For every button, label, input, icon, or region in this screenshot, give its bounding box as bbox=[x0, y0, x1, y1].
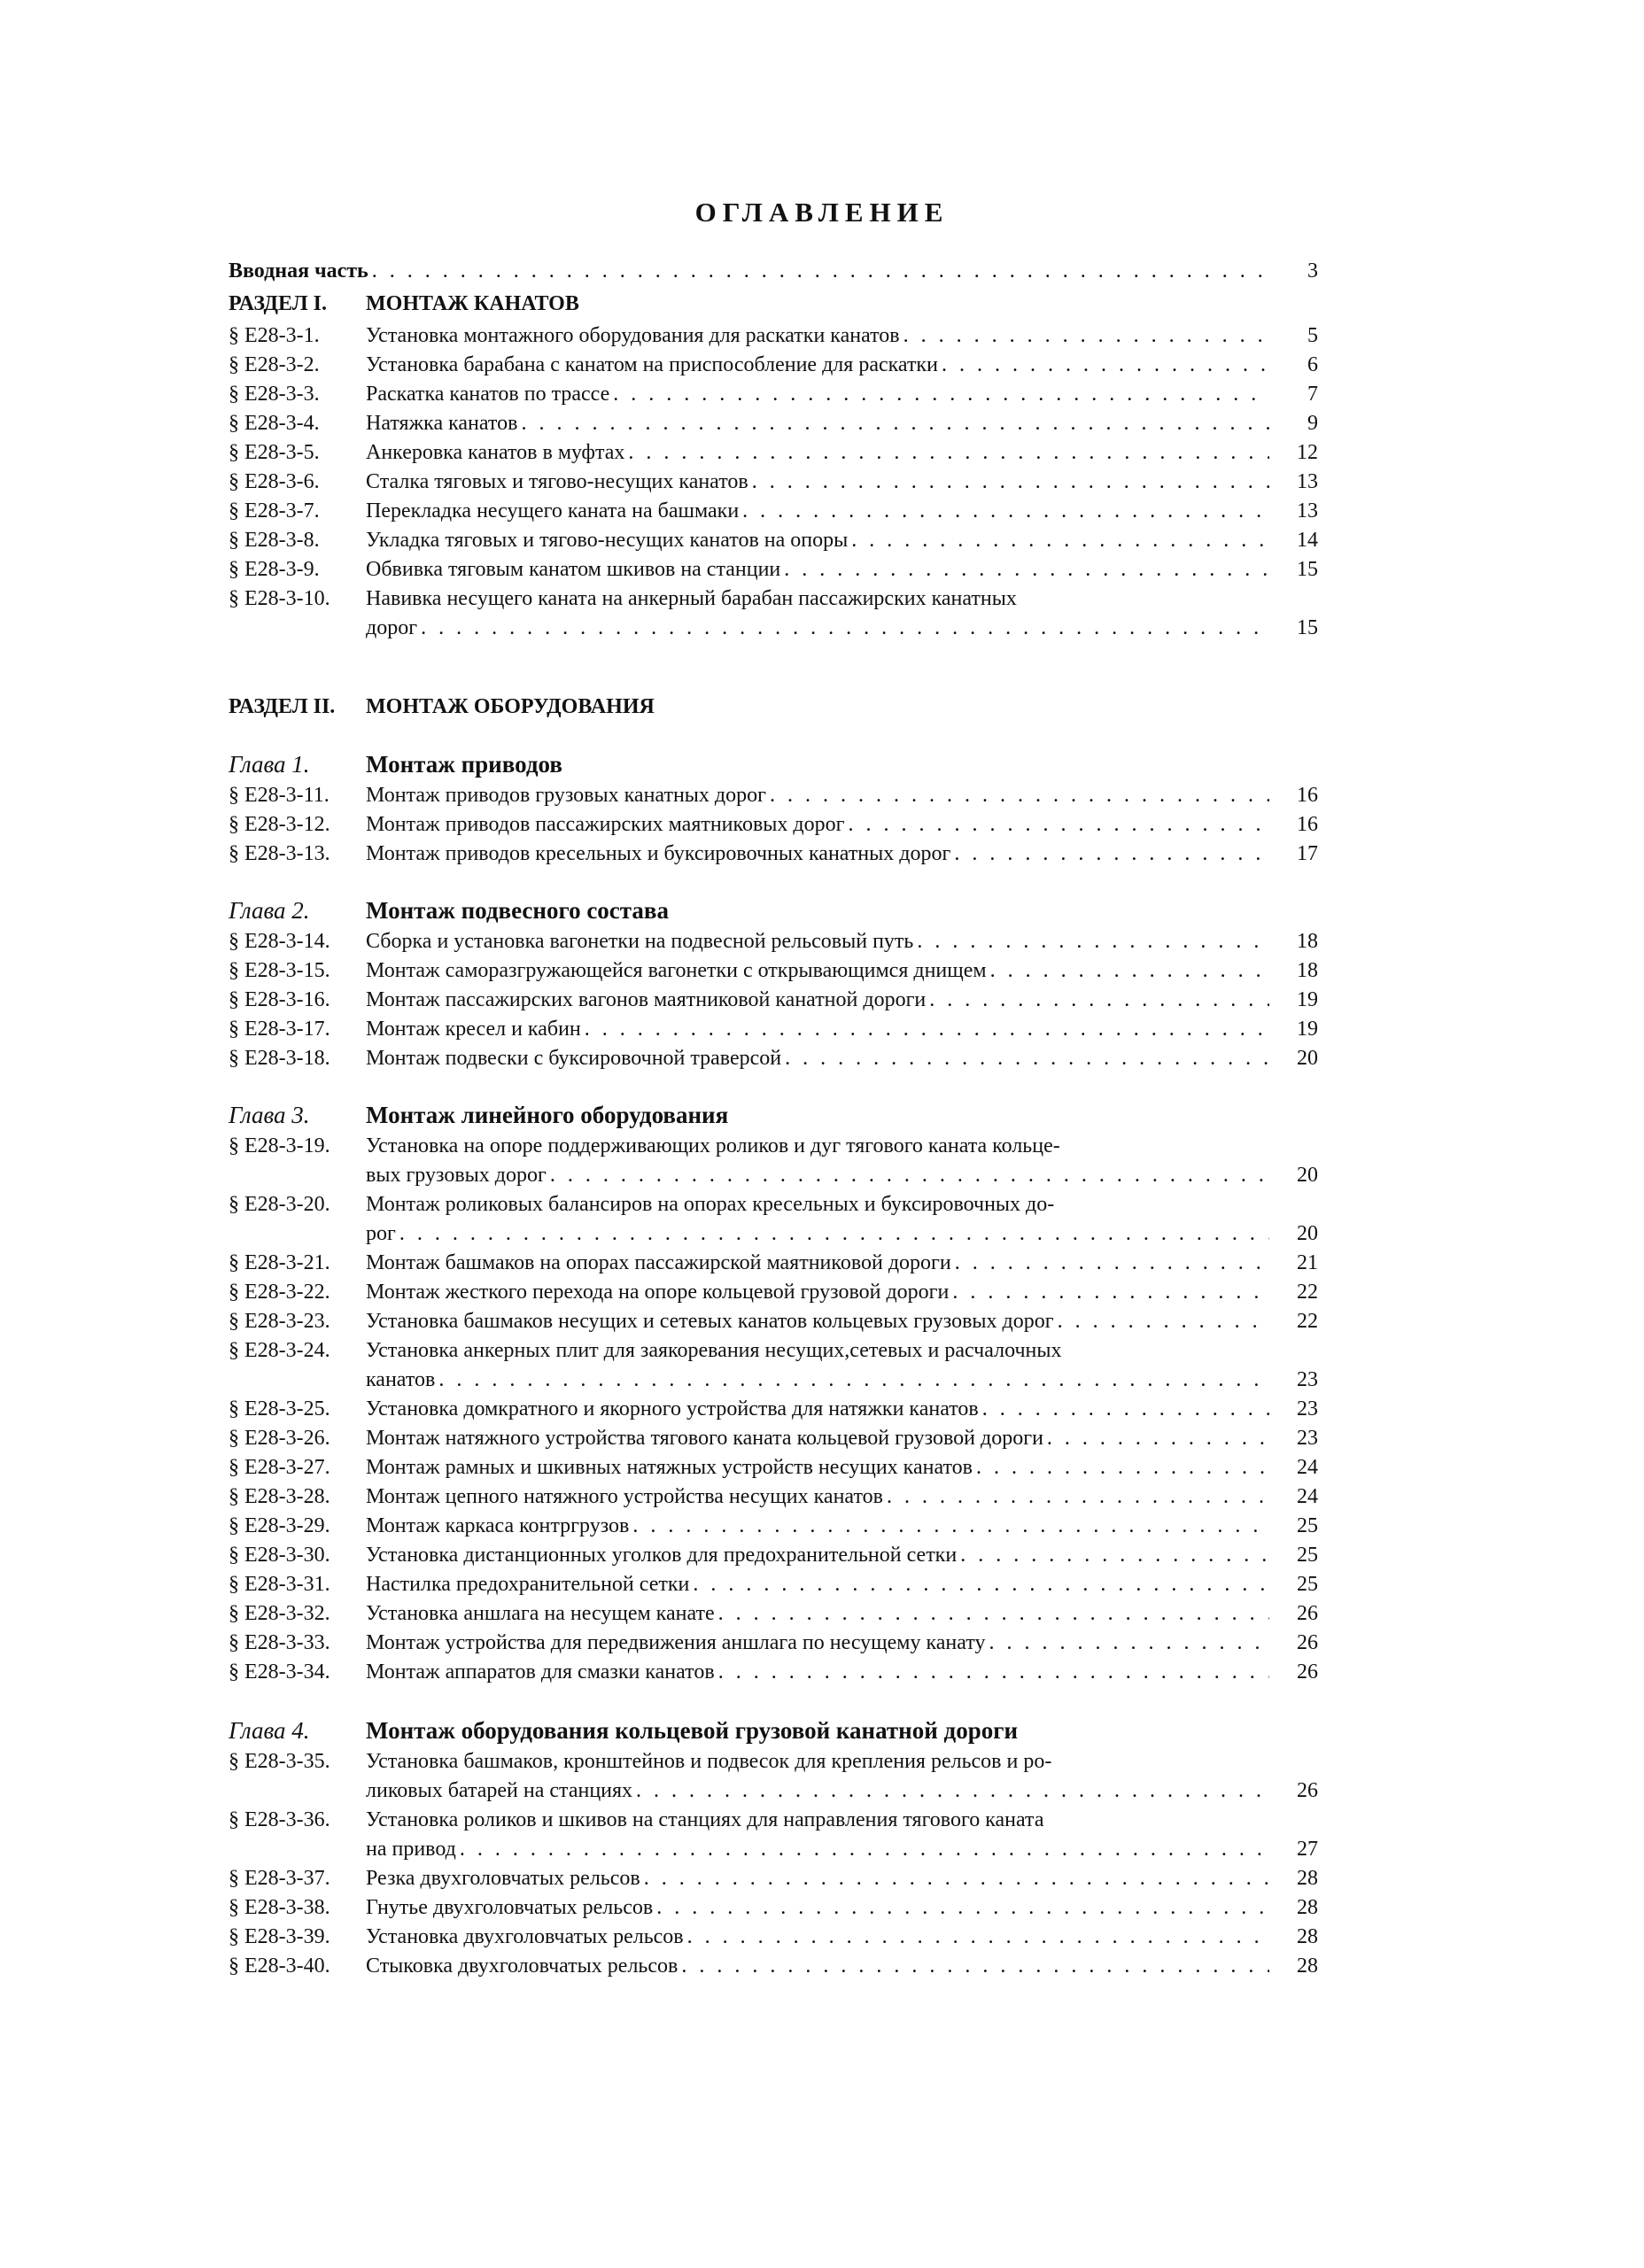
section-heading-2 bbox=[229, 689, 1318, 724]
chapter-block bbox=[229, 894, 1318, 1073]
entry-page: 25 bbox=[1297, 1514, 1318, 1537]
entry-page: 15 bbox=[1297, 616, 1318, 639]
entry-page: 16 bbox=[1297, 784, 1318, 807]
entry-text: вых грузовых дорог bbox=[366, 1164, 547, 1187]
dot-leader bbox=[952, 1278, 1269, 1307]
entry-number: § Е28-3-28. bbox=[229, 1485, 330, 1508]
entry-number: § Е28-3-3. bbox=[229, 383, 320, 406]
entry-text: Установка монтажного оборудования для раскатки канатов bbox=[366, 324, 900, 347]
dot-leader bbox=[785, 1044, 1269, 1073]
chapter-block bbox=[229, 1098, 1318, 1687]
entry-number: § Е28-3-7. bbox=[229, 499, 320, 522]
entry-page: 28 bbox=[1297, 1867, 1318, 1890]
section-title: МОНТАЖ КАНАТОВ bbox=[366, 292, 579, 315]
entry-text: Установка домкратного и якорного устройства для натяжки канатов bbox=[366, 1397, 979, 1420]
toc-entry-continuation bbox=[229, 1219, 1318, 1249]
toc-entry bbox=[229, 526, 1318, 555]
entry-page: 21 bbox=[1297, 1251, 1318, 1274]
entry-page: 20 bbox=[1297, 1047, 1318, 1070]
dot-leader bbox=[784, 555, 1269, 584]
entry-number: § Е28-3-38. bbox=[229, 1896, 330, 1919]
entry-page: 26 bbox=[1297, 1631, 1318, 1654]
entry-number: § Е28-3-37. bbox=[229, 1867, 330, 1890]
dot-leader bbox=[421, 614, 1269, 643]
toc-entry-continuation bbox=[229, 614, 1318, 643]
entry-text: Анкеровка канатов в муфтах bbox=[366, 441, 625, 464]
section-label: РАЗДЕЛ II. bbox=[229, 695, 336, 718]
toc-entry bbox=[229, 1747, 1318, 1776]
toc-entry bbox=[229, 927, 1318, 956]
entry-text: Резка двухголовчатых рельсов bbox=[366, 1867, 640, 1890]
entry-page: 18 bbox=[1297, 930, 1318, 953]
chapter-heading bbox=[229, 747, 1318, 781]
dot-leader bbox=[613, 380, 1269, 409]
entry-page: 22 bbox=[1297, 1281, 1318, 1304]
entry-text: Монтаж башмаков на опорах пассажирской маятниковой дороги bbox=[366, 1251, 951, 1274]
dot-leader bbox=[989, 1629, 1269, 1658]
toc-entry bbox=[229, 1864, 1318, 1893]
dot-leader bbox=[644, 1864, 1269, 1893]
entry-page: 28 bbox=[1297, 1955, 1318, 1978]
entry-page: 5 bbox=[1307, 324, 1318, 347]
dot-leader bbox=[460, 1835, 1269, 1864]
entry-page: 12 bbox=[1297, 441, 1318, 464]
entry-page: 3 bbox=[1307, 259, 1318, 283]
toc-entry bbox=[229, 1482, 1318, 1512]
toc-entry bbox=[229, 468, 1318, 497]
chapter-heading bbox=[229, 1098, 1318, 1132]
entry-text: Монтаж натяжного устройства тягового каната кольцевой грузовой дороги bbox=[366, 1427, 1043, 1450]
dot-leader bbox=[903, 321, 1269, 351]
dot-leader bbox=[955, 1249, 1269, 1278]
dot-leader bbox=[976, 1453, 1269, 1482]
chapter-entries bbox=[229, 781, 1318, 869]
toc-entry bbox=[229, 409, 1318, 438]
dot-leader bbox=[693, 1570, 1269, 1599]
chapter-label: Глава 4. bbox=[229, 1717, 310, 1744]
entry-text: Монтаж саморазгружающейся вагонетки с открывающимся днищем bbox=[366, 959, 987, 982]
dot-leader bbox=[887, 1482, 1269, 1512]
dot-leader bbox=[960, 1541, 1269, 1570]
dot-leader bbox=[681, 1952, 1269, 1981]
dot-leader bbox=[399, 1219, 1269, 1249]
toc-entry bbox=[229, 1307, 1318, 1336]
entry-text: Установка барабана с канатом на приспособление для раскатки bbox=[366, 353, 938, 376]
toc-entry bbox=[229, 1249, 1318, 1278]
entry-text: Монтаж цепного натяжного устройства несущих канатов bbox=[366, 1485, 883, 1508]
toc-entry bbox=[229, 1512, 1318, 1541]
toc-entry bbox=[229, 1336, 1318, 1366]
entry-text: на привод bbox=[366, 1838, 456, 1861]
dot-leader bbox=[718, 1599, 1269, 1629]
entry-text: Установка анкерных плит для заякоревания несущих,сетевых и расчалочных bbox=[366, 1339, 1062, 1362]
dot-leader bbox=[636, 1776, 1269, 1806]
chapter-label: Глава 3. bbox=[229, 1102, 310, 1128]
entry-page: 28 bbox=[1297, 1896, 1318, 1919]
toc-entry bbox=[229, 1190, 1318, 1219]
entry-number: § Е28-3-4. bbox=[229, 412, 320, 435]
entry-text: Установка башмаков несущих и сетевых канатов кольцевых грузовых дорог bbox=[366, 1310, 1054, 1333]
entry-number: § Е28-3-25. bbox=[229, 1397, 330, 1420]
dot-leader bbox=[1058, 1307, 1269, 1336]
toc-entry bbox=[229, 986, 1318, 1015]
entry-number: § Е28-3-1. bbox=[229, 324, 320, 347]
entry-text: Монтаж устройства для передвижения аншлага по несущему канату bbox=[366, 1631, 986, 1654]
section-title: МОНТАЖ ОБОРУДОВАНИЯ bbox=[366, 695, 655, 718]
toc-entry-continuation bbox=[229, 1776, 1318, 1806]
entry-page: 6 bbox=[1307, 353, 1318, 376]
entry-number: § Е28-3-14. bbox=[229, 930, 330, 953]
dot-leader bbox=[656, 1893, 1269, 1923]
dot-leader bbox=[585, 1015, 1269, 1044]
entry-text: Установка роликов и шкивов на станциях для направления тягового каната bbox=[366, 1808, 1044, 1831]
entry-number: § Е28-3-22. bbox=[229, 1281, 330, 1304]
entry-page: 19 bbox=[1297, 1018, 1318, 1041]
entry-page: 26 bbox=[1297, 1660, 1318, 1684]
toc-entry bbox=[229, 1541, 1318, 1570]
toc-entry bbox=[229, 555, 1318, 584]
dot-leader bbox=[372, 257, 1269, 286]
entry-number: § Е28-3-33. bbox=[229, 1631, 330, 1654]
entry-text: Монтаж кресел и кабин bbox=[366, 1018, 581, 1041]
entry-number: § Е28-3-10. bbox=[229, 587, 330, 610]
entry-text: Установка башмаков, кронштейнов и подвесок для крепления рельсов и ро- bbox=[366, 1750, 1052, 1773]
toc-entry bbox=[229, 321, 1318, 351]
section-1-block bbox=[229, 257, 1318, 643]
entry-page: 25 bbox=[1297, 1573, 1318, 1596]
entry-text: Установка аншлага на несущем канате bbox=[366, 1602, 715, 1625]
entry-number: § Е28-3-26. bbox=[229, 1427, 330, 1450]
entry-number: § Е28-3-5. bbox=[229, 441, 320, 464]
entry-text: Гнутье двухголовчатых рельсов bbox=[366, 1896, 654, 1919]
entry-text: Монтаж рамных и шкивных натяжных устройств несущих канатов bbox=[366, 1456, 973, 1479]
toc-entry bbox=[229, 1599, 1318, 1629]
entry-text: Раскатка канатов по трассе bbox=[366, 383, 610, 406]
chapter-title: Монтаж приводов bbox=[366, 751, 562, 778]
entry-number: § Е28-3-2. bbox=[229, 353, 320, 376]
toc-entry bbox=[229, 1015, 1318, 1044]
entry-page: 26 bbox=[1297, 1779, 1318, 1802]
dot-leader bbox=[438, 1366, 1269, 1395]
entry-text: Укладка тяговых и тягово-несущих канатов на опоры bbox=[366, 529, 849, 552]
entry-number: § Е28-3-39. bbox=[229, 1925, 330, 1948]
dot-leader bbox=[851, 526, 1269, 555]
entry-number: § Е28-3-30. bbox=[229, 1544, 330, 1567]
toc-entry bbox=[229, 1395, 1318, 1424]
entry-text: Монтаж роликовых балансиров на опорах кресельных и буксировочных до- bbox=[366, 1193, 1055, 1216]
entry-text: Настилка предохранительной сетки bbox=[366, 1573, 690, 1596]
entry-text: Установка на опоре поддерживающих роликов и дуг тягового каната кольце- bbox=[366, 1134, 1060, 1157]
entry-text: Монтаж подвески с буксировочной траверсой bbox=[366, 1047, 782, 1070]
page-title: ОГЛАВЛЕНИЕ bbox=[694, 197, 950, 228]
entry-number: § Е28-3-29. bbox=[229, 1514, 330, 1537]
entry-text: Монтаж приводов кресельных и буксировочных канатных дорог bbox=[366, 842, 951, 865]
entry-text: Монтаж жесткого перехода на опоре кольцевой грузовой дороги bbox=[366, 1281, 950, 1304]
dot-leader bbox=[718, 1658, 1269, 1687]
toc-entry bbox=[229, 1570, 1318, 1599]
toc-entry-continuation bbox=[229, 1835, 1318, 1864]
entry-text: дорог bbox=[366, 616, 418, 639]
entry-page: 26 bbox=[1297, 1602, 1318, 1625]
entry-text: Установка двухголовчатых рельсов bbox=[366, 1925, 684, 1948]
chapter-heading bbox=[229, 1714, 1318, 1747]
toc-entry bbox=[229, 1923, 1318, 1952]
dot-leader bbox=[628, 438, 1269, 468]
entry-text: Сталка тяговых и тягово-несущих канатов bbox=[366, 470, 748, 493]
entry-text: Вводная часть bbox=[229, 259, 368, 283]
toc-entry bbox=[229, 1629, 1318, 1658]
entry-number: § Е28-3-8. bbox=[229, 529, 320, 552]
entry-number: § Е28-3-21. bbox=[229, 1251, 330, 1274]
chapter-title: Монтаж оборудования кольцевой грузовой канатной дороги bbox=[366, 1717, 1019, 1744]
dot-leader bbox=[687, 1923, 1269, 1952]
section-label: РАЗДЕЛ I. bbox=[229, 292, 327, 315]
chapter-label: Глава 2. bbox=[229, 897, 310, 924]
entry-number: § Е28-3-34. bbox=[229, 1660, 330, 1684]
chapter-entries bbox=[229, 1132, 1318, 1687]
section-2-block bbox=[229, 689, 1318, 1981]
entry-number: § Е28-3-19. bbox=[229, 1134, 330, 1157]
chapter-label: Глава 1. bbox=[229, 751, 310, 778]
entry-text: Монтаж аппаратов для смазки канатов bbox=[366, 1660, 715, 1684]
entry-number: § Е28-3-35. bbox=[229, 1750, 330, 1773]
entry-text: Монтаж пассажирских вагонов маятниковой канатной дороги bbox=[366, 988, 927, 1011]
entry-text: Монтаж приводов грузовых канатных дорог bbox=[366, 784, 766, 807]
dot-leader bbox=[521, 409, 1269, 438]
dot-leader bbox=[550, 1161, 1269, 1190]
toc-entry bbox=[229, 1658, 1318, 1687]
chapter-entries bbox=[229, 927, 1318, 1073]
entry-text: Натяжка канатов bbox=[366, 412, 518, 435]
entry-number: § Е28-3-18. bbox=[229, 1047, 330, 1070]
entry-page: 23 bbox=[1297, 1427, 1318, 1450]
dot-leader bbox=[1047, 1424, 1269, 1453]
toc-entry bbox=[229, 380, 1318, 409]
entry-number: § Е28-3-9. bbox=[229, 558, 320, 581]
toc-entry bbox=[229, 1424, 1318, 1453]
toc-entry bbox=[229, 438, 1318, 468]
entry-page: 13 bbox=[1297, 499, 1318, 522]
entry-text: канатов bbox=[366, 1368, 436, 1391]
entry-text: Обвивка тяговым канатом шкивов на станции bbox=[366, 558, 781, 581]
dot-leader bbox=[990, 956, 1269, 986]
toc-entry bbox=[229, 1893, 1318, 1923]
entry-number: § Е28-3-16. bbox=[229, 988, 330, 1011]
entry-text: Навивка несущего каната на анкерный барабан пассажирских канатных bbox=[366, 587, 1017, 610]
entry-text: Перекладка несущего каната на башмаки bbox=[366, 499, 740, 522]
entry-page: 19 bbox=[1297, 988, 1318, 1011]
toc-entry bbox=[229, 1453, 1318, 1482]
entry-page: 24 bbox=[1297, 1485, 1318, 1508]
entry-text: рог bbox=[366, 1222, 396, 1245]
toc-entry bbox=[229, 956, 1318, 986]
entry-number: § Е28-3-20. bbox=[229, 1193, 330, 1216]
entry-page: 22 bbox=[1297, 1310, 1318, 1333]
entry-page: 20 bbox=[1297, 1164, 1318, 1187]
entry-number: § Е28-3-27. bbox=[229, 1456, 330, 1479]
toc-entry bbox=[229, 840, 1318, 869]
toc-entry-intro bbox=[229, 257, 1318, 286]
dot-leader bbox=[770, 781, 1269, 810]
section-2-chapters bbox=[229, 747, 1318, 1981]
entry-number: § Е28-3-40. bbox=[229, 1955, 330, 1978]
dot-leader bbox=[752, 468, 1269, 497]
entry-number: § Е28-3-15. bbox=[229, 959, 330, 982]
entry-page: 23 bbox=[1297, 1397, 1318, 1420]
entry-page: 17 bbox=[1297, 842, 1318, 865]
entry-number: § Е28-3-17. bbox=[229, 1018, 330, 1041]
entry-page: 18 bbox=[1297, 959, 1318, 982]
toc-entry bbox=[229, 584, 1318, 614]
dot-leader bbox=[848, 810, 1269, 840]
entry-text: Монтаж каркаса контргрузов bbox=[366, 1514, 630, 1537]
dot-leader bbox=[632, 1512, 1269, 1541]
dot-leader bbox=[942, 351, 1269, 380]
entry-number: § Е28-3-24. bbox=[229, 1339, 330, 1362]
toc-entry bbox=[229, 810, 1318, 840]
entry-page: 20 bbox=[1297, 1222, 1318, 1245]
entry-page: 15 bbox=[1297, 558, 1318, 581]
entry-text: Сборка и установка вагонетки на подвесной рельсовый путь bbox=[366, 930, 914, 953]
chapter-block bbox=[229, 747, 1318, 869]
dot-leader bbox=[742, 497, 1269, 526]
entry-text: Монтаж приводов пассажирских маятниковых дорог bbox=[366, 813, 845, 836]
entry-text: Установка дистанционных уголков для предохранительной сетки bbox=[366, 1544, 958, 1567]
entry-text: ликовых батарей на станциях bbox=[366, 1779, 633, 1802]
entry-page: 7 bbox=[1307, 383, 1318, 406]
dot-leader bbox=[982, 1395, 1269, 1424]
dot-leader bbox=[917, 927, 1269, 956]
entry-number: § Е28-3-36. bbox=[229, 1808, 330, 1831]
toc-entry bbox=[229, 1132, 1318, 1161]
entry-page: 28 bbox=[1297, 1925, 1318, 1948]
entry-page: 13 bbox=[1297, 470, 1318, 493]
entry-number: § Е28-3-32. bbox=[229, 1602, 330, 1625]
chapter-title: Монтаж подвесного состава bbox=[366, 897, 669, 924]
section-heading-1 bbox=[229, 286, 1318, 321]
entry-number: § Е28-3-11. bbox=[229, 784, 330, 807]
entry-number: § Е28-3-31. bbox=[229, 1573, 330, 1596]
entry-page: 23 bbox=[1297, 1368, 1318, 1391]
chapter-heading bbox=[229, 894, 1318, 927]
entry-page: 27 bbox=[1297, 1838, 1318, 1861]
toc-entry bbox=[229, 781, 1318, 810]
entry-number: § Е28-3-13. bbox=[229, 842, 330, 865]
chapter-block bbox=[229, 1714, 1318, 1981]
entry-page: 9 bbox=[1307, 412, 1318, 435]
toc-entry bbox=[229, 351, 1318, 380]
toc-entry bbox=[229, 1806, 1318, 1835]
entry-page: 14 bbox=[1297, 529, 1318, 552]
chapter-entries bbox=[229, 1747, 1318, 1981]
entry-page: 25 bbox=[1297, 1544, 1318, 1567]
entry-text: Стыковка двухголовчатых рельсов bbox=[366, 1955, 679, 1978]
entry-number: § Е28-3-12. bbox=[229, 813, 330, 836]
dot-leader bbox=[954, 840, 1269, 869]
toc-entry bbox=[229, 497, 1318, 526]
entry-number: § Е28-3-6. bbox=[229, 470, 320, 493]
entry-number: § Е28-3-23. bbox=[229, 1310, 330, 1333]
toc-entry-continuation bbox=[229, 1161, 1318, 1190]
entry-page: 24 bbox=[1297, 1456, 1318, 1479]
toc-entry bbox=[229, 1278, 1318, 1307]
chapter-title: Монтаж линейного оборудования bbox=[366, 1102, 729, 1128]
entry-page: 16 bbox=[1297, 813, 1318, 836]
toc-entry bbox=[229, 1044, 1318, 1073]
section-1-entries bbox=[229, 321, 1318, 643]
toc-entry-continuation bbox=[229, 1366, 1318, 1395]
toc-entry bbox=[229, 1952, 1318, 1981]
dot-leader bbox=[929, 986, 1269, 1015]
